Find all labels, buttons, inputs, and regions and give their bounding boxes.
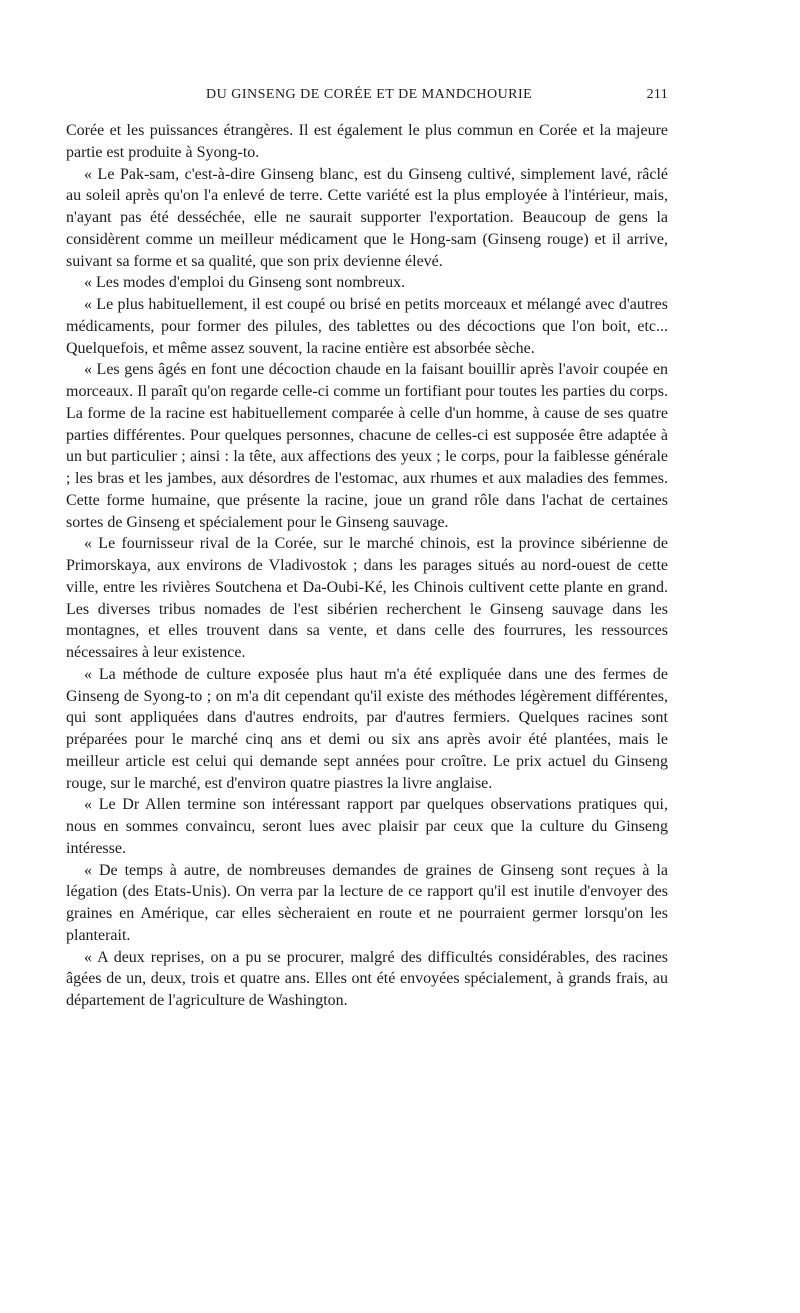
paragraph: « Le plus habituellement, il est coupé ou brisé en petits morceaux et mélangé avec d'autres médicaments, pour former des pilules, des tablettes ou des décoctions que l'on boit, etc... Quelquefois, et même assez souvent, la racine entière est absorbée sèche. — [66, 296, 668, 357]
paragraph: « De temps à autre, de nombreuses demandes de graines de Ginseng sont reçues à la légation (des Etats-Unis). On verra par la lecture de ce rapport qu'il est inutile d'envoyer des graines en Amérique, car elles sècheraient en route et ne pourraient germer lorsqu'on les planterait. — [66, 861, 668, 944]
paragraph: « La méthode de culture exposée plus haut m'a été expliquée dans une des fermes de Ginseng de Syong-to ; on m'a dit cependant qu'il existe des méthodes légèrement différentes, qui sont appliquées dans d'autres endroits, par d'autres fermiers. Quelques racines sont préparées pour le marché cinq ans et demi ou six ans après avoir été plantées, mais le meilleur article est celui qui demande sept années pour croître. Le prix actuel du Ginseng rouge, sur le marché, est d'environ quatre piastres la livre anglaise. — [66, 665, 668, 792]
running-title: DU GINSENG DE CORÉE ET DE MANDCHOURIE — [206, 87, 533, 102]
paragraph: « A deux reprises, on a pu se procurer, malgré des difficultés considérables, des racines âgées de un, deux, trois et quatre ans. Elles ont été envoyées spécialement, à grands frais, au département de l'agriculture de Washington. — [66, 948, 668, 1009]
body-text — [66, 120, 668, 1012]
book-page — [66, 84, 668, 1012]
paragraph: « Les modes d'emploi du Ginseng sont nombreux. — [84, 274, 406, 292]
paragraph: « Les gens âgés en font une décoction chaude en la faisant bouillir après l'avoir coupée en morceaux. Il paraît qu'on regarde celle-ci comme un fortifiant pour toutes les parties du corps. La forme de la racine est habituellement comparée à celle d'un homme, à cause de ses quatre parties différentes. Pour quelques personnes, chacune de celles-ci est supposée être adaptée à un but particulier ; ainsi : la tête, aux affections des yeux ; le corps, pour la faiblesse générale ; les bras et les jambes, aux désordres de l'estomac, aux rhumes et aux maladies des femmes. Cette forme humaine, que présente la racine, joue un grand rôle dans l'achat de certaines sortes de Ginseng et spécialement pour le Ginseng sauvage. — [66, 361, 668, 531]
paragraph: « Le fournisseur rival de la Corée, sur le marché chinois, est la province sibérienne de Primorskaya, aux environs de Vladivostok ; dans les parages situés au nord-ouest de cette ville, entre les rivières Soutchena et Da-Oubi-Ké, les Chinois cultivent cette plante en grand. Les diverses tribus nomades de l'est sibérien recherchent le Ginseng sauvage dans les montagnes, et elles trouvent dans sa vente, et dans celle des fourrures, les ressources nécessaires à leur existence. — [66, 535, 668, 661]
page-number: 211 — [646, 87, 668, 102]
page-header — [66, 84, 668, 108]
paragraph: « Le Pak-sam, c'est-à-dire Ginseng blanc, est du Ginseng cultivé, simplement lavé, râclé au soleil après qu'on l'a enlevé de terre. Cette variété est la plus employée à l'intérieur, mais, n'ayant pas été desséchée, elle ne saurait supporter l'exportation. Beaucoup de gens la considèrent comme un meilleur médicament que le Hong-sam (Ginseng rouge) et il arrive, suivant sa forme et sa qualité, que son prix devienne élevé. — [66, 165, 668, 270]
paragraph: « Le Dr Allen termine son intéressant rapport par quelques observations pratiques qui, nous en sommes convaincu, seront lues avec plaisir par ceux que la culture du Ginseng intéresse. — [66, 796, 668, 857]
paragraph: Corée et les puissances étrangères. Il est également le plus commun en Corée et la majeure partie est produite à Syong-to. — [66, 122, 668, 161]
